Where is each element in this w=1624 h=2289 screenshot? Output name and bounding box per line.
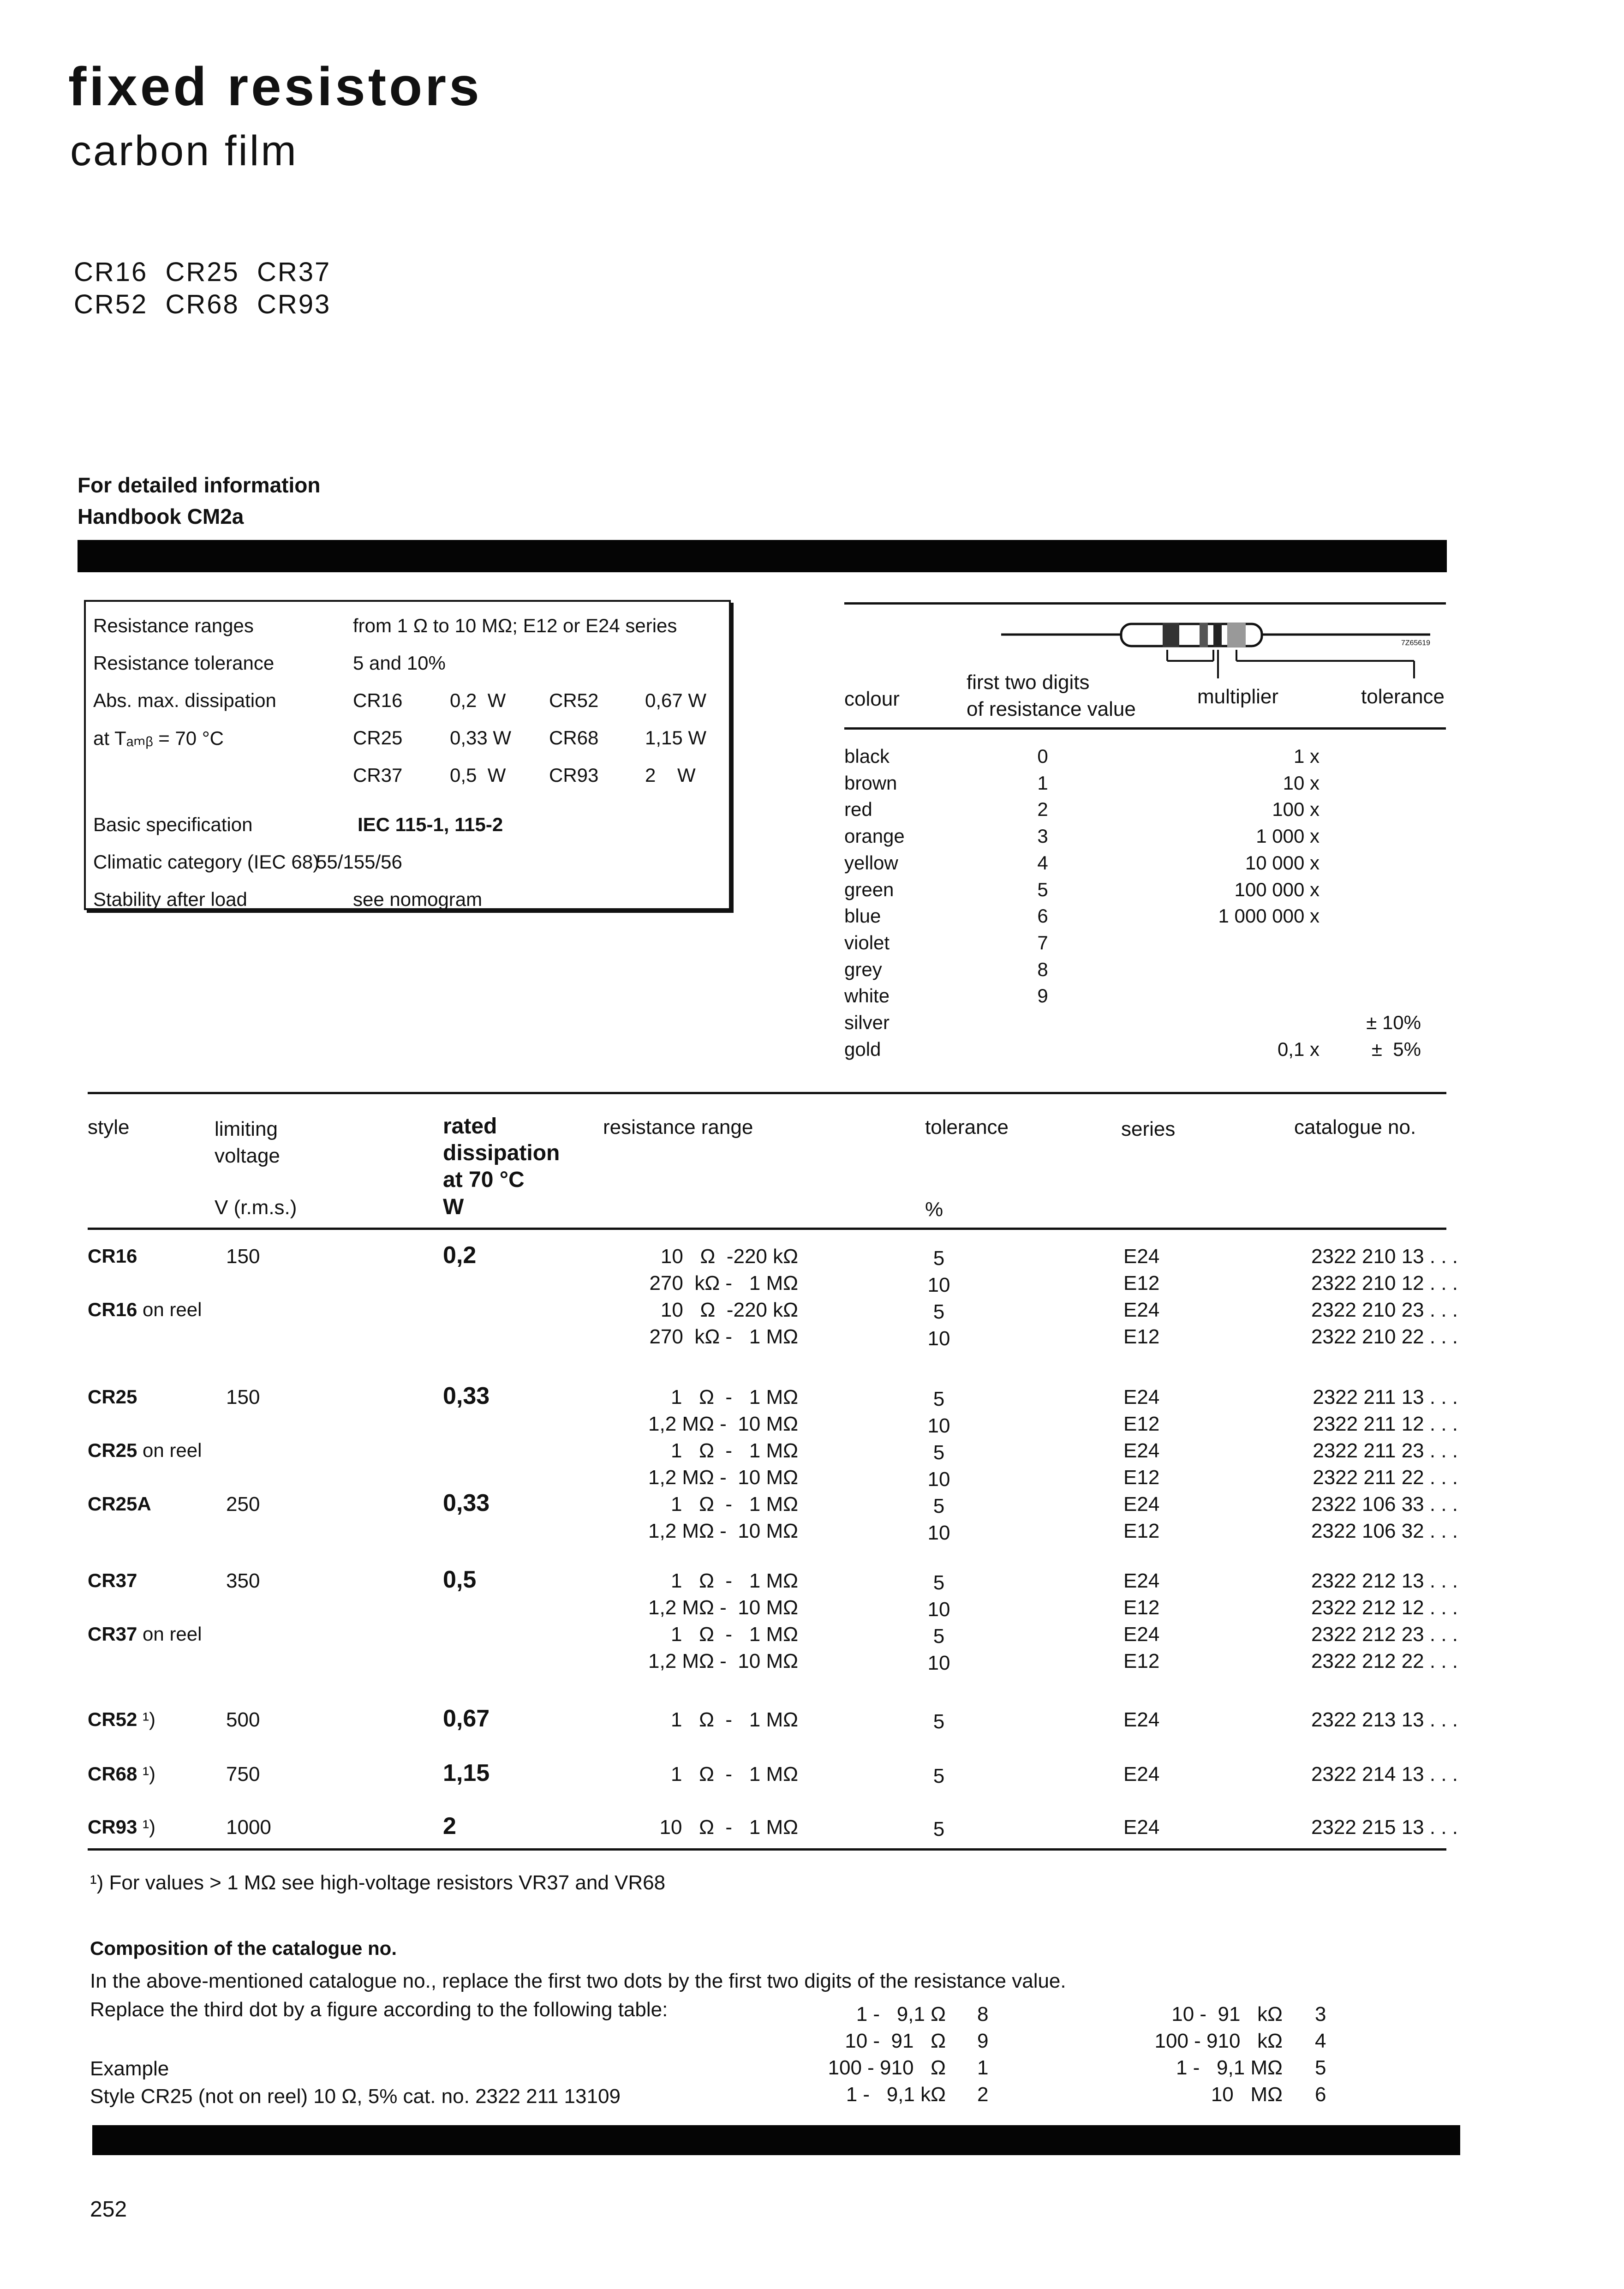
row-style-name: CR16 — [88, 1245, 137, 1267]
colour-name: yellow — [844, 852, 898, 874]
row-resistance-range: 1 Ω - 1 MΩ — [670, 1493, 798, 1516]
colour-tolerance: ± 10% — [1366, 1012, 1421, 1033]
row-style — [88, 1386, 137, 1408]
spec-value: from 1 Ω to 10 MΩ; E12 or E24 series — [353, 615, 677, 636]
spec-value: 55/155/56 — [316, 851, 402, 873]
row-catalogue-no: 2322 213 13 . . . — [1311, 1708, 1458, 1731]
spec-value: IEC 115-1, 115-2 — [358, 814, 503, 835]
row-catalogue-no: 2322 211 13 . . . — [1313, 1386, 1458, 1408]
row-tolerance: 10 — [927, 1327, 950, 1350]
comp-digit-left: 2 — [977, 2083, 989, 2106]
row-series: E24 — [1123, 1493, 1160, 1516]
colour-multiplier: 1 000 x — [1256, 825, 1320, 847]
row-resistance-range: 270 kΩ - 1 MΩ — [649, 1325, 798, 1348]
model-list-line-1: CR16 CR25 CR37 — [74, 257, 331, 287]
page-subtitle: carbon film — [70, 127, 298, 174]
row-series: E12 — [1123, 1650, 1160, 1672]
page-number: 252 — [90, 2197, 127, 2222]
spec-label: Climatic category (IEC 68) — [93, 851, 320, 873]
col-header-range: resistance range — [603, 1116, 753, 1139]
row-catalogue-no: 2322 212 22 . . . — [1311, 1650, 1458, 1672]
row-style-name: CR25 — [88, 1386, 137, 1408]
colour-name: violet — [844, 932, 890, 953]
row-style — [88, 1816, 155, 1838]
row-catalogue-no: 2322 211 23 . . . — [1313, 1439, 1458, 1462]
row-tolerance: 10 — [927, 1414, 950, 1437]
row-tolerance: 5 — [933, 1818, 945, 1840]
diss-style: CR93 — [549, 764, 599, 786]
footnote: ¹) For values > 1 MΩ see high-voltage resistors VR37 and VR68 — [90, 1871, 666, 1894]
row-catalogue-no: 2322 215 13 . . . — [1311, 1816, 1458, 1839]
diss-value: 0,33 W — [450, 727, 512, 749]
diss-value: 0,2 W — [450, 689, 506, 711]
colour-multiplier: 1 000 000 x — [1218, 905, 1320, 927]
row-resistance-range: 10 Ω -220 kΩ — [660, 1245, 798, 1268]
footer-divider-bar — [92, 2125, 1460, 2155]
resistor-diagram — [844, 609, 1446, 688]
row-style-suffix: on reel — [137, 1623, 202, 1645]
row-style-name: CR52 — [88, 1708, 137, 1730]
comp-range-right: 1 - 9,1 MΩ — [1176, 2056, 1283, 2079]
row-style-suffix: on reel — [137, 1299, 202, 1320]
row-catalogue-no: 2322 212 12 . . . — [1311, 1596, 1458, 1619]
colour-name: white — [844, 985, 890, 1007]
row-resistance-range: 1 Ω - 1 MΩ — [670, 1439, 798, 1462]
row-voltage: 500 — [226, 1708, 260, 1731]
row-style — [88, 1708, 155, 1731]
comp-range-right: 10 MΩ — [1211, 2083, 1283, 2106]
row-series: E12 — [1123, 1325, 1160, 1348]
comp-range-right: 100 - 910 kΩ — [1154, 2030, 1283, 2052]
colour-digit: 1 — [1037, 772, 1048, 794]
row-style-suffix: on reel — [137, 1439, 202, 1461]
colour-multiplier: 1 x — [1293, 745, 1320, 767]
spec-label: Resistance tolerance — [93, 652, 275, 674]
comp-digit-right: 3 — [1315, 2003, 1326, 2025]
colour-tolerance: ± 5% — [1371, 1038, 1421, 1060]
row-tolerance: 10 — [927, 1598, 950, 1621]
row-series: E24 — [1123, 1570, 1160, 1592]
row-style — [88, 1623, 202, 1645]
row-resistance-range: 1,2 MΩ - 10 MΩ — [648, 1650, 798, 1672]
row-style-name: CR25 — [88, 1439, 137, 1461]
row-voltage: 750 — [226, 1763, 260, 1786]
main-table-header-rule — [88, 1228, 1446, 1230]
multiplier-header: multiplier — [1197, 685, 1279, 708]
row-style — [88, 1493, 151, 1515]
colour-name: red — [844, 798, 872, 820]
colour-name: black — [844, 745, 890, 767]
comp-range-left: 1 - 9,1 Ω — [856, 2003, 946, 2025]
info-reference-line-2: Handbook CM2a — [78, 504, 244, 528]
row-catalogue-no: 2322 212 13 . . . — [1311, 1570, 1458, 1592]
row-voltage: 150 — [226, 1386, 260, 1408]
row-resistance-range: 1 Ω - 1 MΩ — [670, 1386, 798, 1408]
colour-header-rule — [844, 727, 1446, 730]
row-voltage: 150 — [226, 1245, 260, 1268]
row-tolerance: 10 — [927, 1522, 950, 1544]
comp-range-left: 100 - 910 Ω — [828, 2056, 946, 2079]
colour-header: colour — [844, 688, 900, 710]
row-series: E24 — [1123, 1386, 1160, 1408]
spec-value: see nomogram — [353, 888, 483, 910]
row-resistance-range: 1 Ω - 1 MΩ — [670, 1623, 798, 1646]
colour-digit: 3 — [1037, 825, 1048, 847]
diss-style: CR37 — [353, 764, 403, 786]
row-dissipation: 0,2 — [443, 1242, 477, 1269]
diss-style: CR52 — [549, 689, 599, 711]
digits-header: first two digits of resistance value — [967, 671, 1136, 720]
diss-style: CR16 — [353, 689, 403, 711]
row-tolerance: 5 — [933, 1441, 945, 1464]
colour-digit: 6 — [1037, 905, 1048, 927]
row-resistance-range: 1,2 MΩ - 10 MΩ — [648, 1413, 798, 1435]
row-series: E24 — [1123, 1816, 1160, 1839]
row-resistance-range: 1,2 MΩ - 10 MΩ — [648, 1520, 798, 1542]
colour-name: blue — [844, 905, 881, 927]
row-resistance-range: 1 Ω - 1 MΩ — [670, 1708, 798, 1731]
figure-ref: 7Z65619 — [1401, 639, 1430, 647]
main-table-bottom-rule — [88, 1848, 1446, 1851]
row-dissipation: 2 — [443, 1813, 456, 1840]
row-dissipation: 0,33 — [443, 1490, 490, 1516]
row-tolerance: 5 — [933, 1765, 945, 1787]
row-catalogue-no: 2322 106 32 . . . — [1311, 1520, 1458, 1542]
row-tolerance: 5 — [933, 1625, 945, 1648]
row-catalogue-no: 2322 211 22 . . . — [1313, 1466, 1458, 1489]
page-title: fixed resistors — [68, 56, 482, 117]
colour-multiplier: 0,1 x — [1277, 1038, 1320, 1060]
row-style-suffix: ¹) — [137, 1708, 156, 1730]
row-resistance-range: 1,2 MΩ - 10 MΩ — [648, 1596, 798, 1619]
col-header-tolerance: tolerance — [925, 1116, 1009, 1139]
comp-range-left: 1 - 9,1 kΩ — [846, 2083, 946, 2106]
row-tolerance: 5 — [933, 1388, 945, 1410]
row-resistance-range: 10 Ω -220 kΩ — [660, 1299, 798, 1321]
row-style-suffix: ¹) — [137, 1816, 156, 1838]
row-style-name: CR68 — [88, 1763, 137, 1785]
row-style — [88, 1570, 137, 1592]
row-series: E24 — [1123, 1763, 1160, 1786]
model-list-line-2: CR52 CR68 CR93 — [74, 289, 331, 319]
diss-style: CR68 — [549, 727, 599, 749]
example-text: Style CR25 (not on reel) 10 Ω, 5% cat. no. 2322 211 13109 — [90, 2085, 621, 2108]
colour-multiplier: 10 x — [1283, 772, 1320, 794]
row-tolerance: 5 — [933, 1300, 945, 1323]
diss-value: 2 W — [645, 764, 696, 786]
spec-value: 5 and 10% — [353, 652, 446, 674]
row-tolerance: 5 — [933, 1247, 945, 1270]
row-series: E12 — [1123, 1413, 1160, 1435]
comp-range-right: 10 - 91 kΩ — [1171, 2003, 1283, 2025]
example-label: Example — [90, 2057, 169, 2080]
row-catalogue-no: 2322 210 22 . . . — [1311, 1325, 1458, 1348]
diss-value: 0,5 W — [450, 764, 506, 786]
row-series: E24 — [1123, 1623, 1160, 1646]
colour-name: green — [844, 879, 894, 900]
header-divider-bar — [78, 540, 1447, 572]
row-resistance-range: 1 Ω - 1 MΩ — [670, 1763, 798, 1786]
row-style — [88, 1245, 137, 1267]
row-style — [88, 1439, 202, 1462]
row-catalogue-no: 2322 210 23 . . . — [1311, 1299, 1458, 1321]
colour-digit: 8 — [1037, 959, 1048, 980]
row-dissipation: 1,15 — [443, 1760, 490, 1786]
spec-label: Stability after load — [93, 888, 247, 910]
row-style-suffix: ¹) — [137, 1763, 156, 1785]
row-catalogue-no: 2322 211 12 . . . — [1313, 1413, 1458, 1435]
col-header-dissipation-unit: W — [443, 1195, 464, 1219]
row-style-name: CR37 — [88, 1570, 137, 1591]
row-tolerance: 10 — [927, 1468, 950, 1491]
row-tolerance: 10 — [927, 1274, 950, 1296]
colour-digit: 5 — [1037, 879, 1048, 900]
spec-label: Basic specification — [93, 814, 253, 835]
info-reference-line-1: For detailed information — [78, 473, 321, 497]
col-header-catalogue: catalogue no. — [1294, 1116, 1416, 1139]
comp-range-left: 10 - 91 Ω — [845, 2030, 946, 2052]
composition-heading: Composition of the catalogue no. — [90, 1937, 397, 1959]
row-voltage: 1000 — [226, 1816, 271, 1839]
row-dissipation: 0,33 — [443, 1383, 490, 1409]
row-series: E24 — [1123, 1299, 1160, 1321]
col-header-voltage-unit: V (r.m.s.) — [215, 1196, 297, 1219]
colour-name: gold — [844, 1038, 881, 1060]
composition-text-2: Replace the third dot by a figure according to the following table: — [90, 1998, 668, 2021]
comp-digit-left: 8 — [977, 2003, 989, 2025]
colour-multiplier: 10 000 x — [1245, 852, 1320, 874]
colour-digit: 2 — [1037, 798, 1048, 820]
colour-multiplier: 100 000 x — [1234, 879, 1320, 900]
row-tolerance: 10 — [927, 1652, 950, 1674]
row-style-name: CR93 — [88, 1816, 137, 1838]
colour-name: orange — [844, 825, 905, 847]
row-series: E24 — [1123, 1245, 1160, 1268]
row-style-name: CR25A — [88, 1493, 151, 1515]
row-style — [88, 1763, 155, 1785]
colour-table-top-rule — [844, 602, 1446, 605]
row-resistance-range: 270 kΩ - 1 MΩ — [649, 1272, 798, 1294]
diss-value: 1,15 W — [645, 727, 707, 749]
colour-name: silver — [844, 1012, 890, 1033]
row-series: E24 — [1123, 1439, 1160, 1462]
row-series: E12 — [1123, 1466, 1160, 1489]
row-series: E24 — [1123, 1708, 1160, 1731]
main-table-top-rule — [88, 1092, 1446, 1094]
comp-digit-left: 9 — [977, 2030, 989, 2052]
row-style-name: CR16 — [88, 1299, 137, 1320]
colour-digit: 4 — [1037, 852, 1048, 874]
row-style — [88, 1299, 202, 1321]
row-series: E12 — [1123, 1520, 1160, 1542]
diss-style: CR25 — [353, 727, 403, 749]
row-resistance-range: 1,2 MΩ - 10 MΩ — [648, 1466, 798, 1489]
row-catalogue-no: 2322 212 23 . . . — [1311, 1623, 1458, 1646]
row-voltage: 350 — [226, 1570, 260, 1592]
col-header-dissipation: rated dissipation at 70 °C — [443, 1114, 560, 1192]
row-voltage: 250 — [226, 1493, 260, 1516]
col-header-voltage: limiting voltage — [215, 1118, 280, 1167]
comp-digit-right: 5 — [1315, 2056, 1326, 2079]
row-catalogue-no: 2322 210 13 . . . — [1311, 1245, 1458, 1268]
row-series: E12 — [1123, 1596, 1160, 1619]
row-dissipation: 0,5 — [443, 1566, 477, 1593]
colour-digit: 7 — [1037, 932, 1048, 953]
row-catalogue-no: 2322 214 13 . . . — [1311, 1763, 1458, 1786]
spec-label: Abs. max. dissipation — [93, 689, 276, 711]
row-catalogue-no: 2322 106 33 . . . — [1311, 1493, 1458, 1516]
col-header-series: series — [1121, 1118, 1176, 1140]
comp-digit-left: 1 — [977, 2056, 989, 2079]
row-dissipation: 0,67 — [443, 1705, 490, 1732]
spec-label: at Tₐₘᵦ = 70 °C — [93, 727, 224, 749]
col-header-tolerance-unit: % — [925, 1198, 943, 1221]
spec-label: Resistance ranges — [93, 615, 254, 636]
diss-value: 0,67 W — [645, 689, 707, 711]
row-resistance-range: 10 Ω - 1 MΩ — [659, 1816, 798, 1839]
row-tolerance: 5 — [933, 1495, 945, 1517]
row-catalogue-no: 2322 210 12 . . . — [1311, 1272, 1458, 1294]
colour-multiplier: 100 x — [1272, 798, 1320, 820]
row-tolerance: 5 — [933, 1571, 945, 1594]
row-tolerance: 5 — [933, 1710, 945, 1733]
comp-digit-right: 4 — [1315, 2030, 1326, 2052]
tolerance-header: tolerance — [1361, 685, 1445, 708]
comp-digit-right: 6 — [1315, 2083, 1326, 2106]
col-header-style: style — [88, 1116, 130, 1139]
row-resistance-range: 1 Ω - 1 MΩ — [670, 1570, 798, 1592]
composition-text-1: In the above-mentioned catalogue no., replace the first two dots by the first two digits of the resistance value. — [90, 1970, 1066, 1992]
row-series: E12 — [1123, 1272, 1160, 1294]
colour-digit: 9 — [1037, 985, 1048, 1007]
colour-name: brown — [844, 772, 897, 794]
colour-digit: 0 — [1037, 745, 1048, 767]
colour-name: grey — [844, 959, 882, 980]
row-style-name: CR37 — [88, 1623, 137, 1645]
